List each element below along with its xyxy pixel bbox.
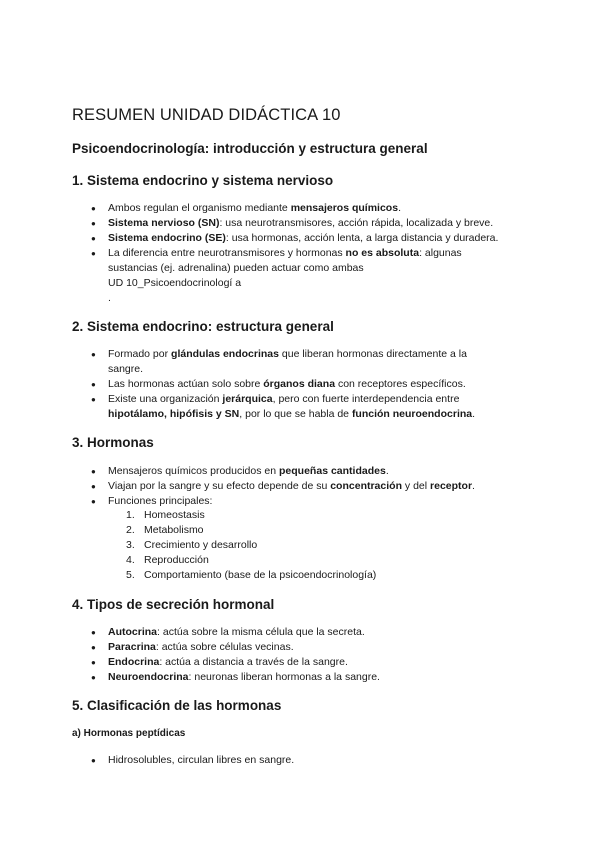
section-3-heading: 3. Hormonas	[72, 435, 154, 450]
list-item: ● Mensajeros químicos producidos en pequeñas cantidades.	[91, 464, 475, 479]
numbered-item: 1. Homeostasis	[126, 509, 205, 521]
list-item: ● Funciones principales:	[91, 494, 475, 509]
list-item: ● Sistema endocrino (SE): usa hormonas, acción lenta, a larga distancia y duradera.	[91, 231, 498, 246]
list-item: ● Ambos regulan el organismo mediante mensajeros químicos.	[91, 201, 498, 216]
section-1-list	[91, 201, 498, 306]
page-subtitle: Psicoendocrinología: introducción y estructura general	[72, 141, 428, 156]
numbered-item: 2. Metabolismo	[126, 524, 204, 536]
list-item: ● Neuroendocrina: neuronas liberan hormonas a la sangre.	[91, 670, 380, 685]
list-item: ● Paracrina: actúa sobre células vecinas.	[91, 640, 380, 655]
document-filename-label: UD 10_Psicoendocrinologí a	[108, 277, 242, 289]
section-4-heading: 4. Tipos de secreción hormonal	[72, 597, 275, 612]
numbered-item: 3. Crecimiento y desarrollo	[126, 539, 258, 551]
list-item: ● Hidrosolubles, circulan libres en sangre.	[91, 753, 294, 768]
section-4-list	[91, 625, 380, 685]
section-3-list	[91, 464, 475, 509]
functions-list	[126, 508, 376, 583]
numbered-item: 5. Comportamiento (base de la psicoendocrinología)	[126, 569, 377, 581]
list-item: ● Autocrina: actúa sobre la misma célula que la secreta.	[91, 625, 380, 640]
list-item: ● Existe una organización jerárquica, pero con fuerte interdependencia entre hipotálamo, hipófisis y SN, por lo que se habla de función neuroendocrina.	[91, 392, 475, 422]
section-5-heading: 5. Clasificación de las hormonas	[72, 698, 282, 713]
list-item: ● Las hormonas actúan solo sobre órganos diana con receptores específicos.	[91, 377, 475, 392]
list-item: ● Formado por glándulas endocrinas que liberan hormonas directamente a la sangre.	[91, 347, 475, 377]
list-item: ● Endocrina: actúa a distancia a través de la sangre.	[91, 655, 380, 670]
section-1-heading: 1. Sistema endocrino y sistema nervioso	[72, 173, 334, 188]
list-item: ● Viajan por la sangre y su efecto depende de su concentración y del receptor.	[91, 479, 475, 494]
section-5-list	[91, 753, 294, 768]
page-title: RESUMEN UNIDAD DIDÁCTICA 10	[72, 106, 341, 124]
numbered-item: 4. Reproducción	[126, 554, 209, 566]
list-item: ● La diferencia entre neurotransmisores y hormonas no es absoluta: algunas sustancias (ej. adrenalina) pueden actuar como ambas UD 10_Psicoendocrinologí a .	[91, 246, 498, 306]
section-5a-heading: a) Hormonas peptídicas	[72, 728, 186, 739]
section-2-heading: 2. Sistema endocrino: estructura general	[72, 319, 334, 334]
list-item: ● Sistema nervioso (SN): usa neurotransmisores, acción rápida, localizada y breve.	[91, 216, 498, 231]
section-2-list	[91, 347, 475, 422]
